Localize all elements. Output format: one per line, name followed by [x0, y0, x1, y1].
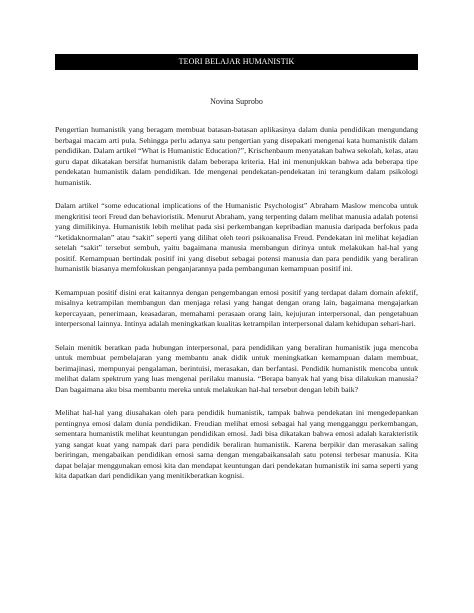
paragraph: Dalam artikel “some educational implications of the Humanistic Psychologist” Abraham Maslow mencoba untuk mengkritisi teori Freud dan behavioristik. Menurut Abraham, yang terpenting dalam melihat manusia adalah potensi yang dimilikinya. Humanistik lebih melihat pada sisi perkembangan kepribadian manusia daripada berfokus pada “ketidaknormalan” atau “sakit” seperti yang dilihat oleh teori psikoanalisa Freud. Pendekatan ini melihat kejadian setelah “sakit” tersebut sembuh, yaitu bagaimana manusia membangun dirinya untuk melakukan hal-hal yang positif. Kemampuan bertindak positif ini yang disebut sebagai potensi manusia dan para pendidik yang beraliran humanistik biasanya memfokuskan penganjarannya pada pembangunan kemampuan positif ini.	[55, 201, 418, 273]
paragraph: Pengertian humanistik yang beragam membuat batasan-batasan aplikasinya dalam dunia pendidikan mengundang berbagai macam arti pula. Sehingga perlu adanya satu pengertian yang disepakati mengenai kata humanistik dalam pendidikan. Dalam artikel “What is Humanistic Education?”, Krischenbaum menyatakan bahwa sekolah, kelas, atau guru dapat dikatakan bersifat humanistik dalam beberapa kriteria. Hal ini menunjukkan bahwa ada beberapa tipe pendekatan humanistik dalam pendidikan. Ide mengenai pendekatan-pendekatan ini terangkum dalam psikologi humanistik.	[55, 125, 418, 187]
paragraph: Selain menitik beratkan pada hubungan interpersonal, para pendidikan yang beraliran humanistik juga mencoba untuk membuat pembelajaran yang membantu anak didik untuk meningkatkan kemampuan dalam membuat, berimajinasi, mempunyai pengalaman, berintuisi, merasakan, dan berfantasi. Pendidik humanistik mencoba untuk melihat dalam spektrum yang luas mengenai perilaku manusia. “Berapa banyak hal yang bisa dilakukan manusia? Dan bagaimana aku bisa membantu mereka untuk melakukan hal-hal tersebut dengan lebih baik?	[55, 342, 418, 394]
author-name: Novina Suprobo	[210, 97, 263, 106]
paragraph: Melihat hal-hal yang diusahakan oleh para pendidik humanistik, tampak bahwa pendekatan ini mengedepankan pentingnya emosi dalam dunia pendidikan. Freudian melihat emosi sebagai hal yang mengganggu perkembangan, sementara humanistik melihat keuntungan pendidikan emosi. Jadi bisa dikatakan bahwa emosi adalah karakteristik yang sangat kuat yang nampak dari para pendidik beraliran humanistik. Karena berpikir dan merasakan saling beriringan, mengabaikan pendidikan emosi sama dengan mengabaikansalah satu potensi terbesar manusia. Kita dapat belajar menggunakan emosi kita dan mendapat keuntungan dari pendekatan humanistik ini sama seperti yang kita dapatkan dari pendidikan yang menitikberatkan kognisi.	[55, 408, 418, 480]
document-title: TEORI BELAJAR HUMANISTIK	[55, 54, 418, 70]
document-body	[55, 125, 418, 495]
paragraph: Kemampuan positif disini erat kaitannya dengan pengembangan emosi positif yang terdapat dalam domain afektif, misalnya ketrampilan membangun dan menjaga relasi yang hangat dengan orang lain, bagaimana mengajarkan kepercayaan, penerimaan, keasadaran, memahami perasaan orang lain, kejujuran interpersonal, dan pengetahuan interpersonal lainnya. Intinya adalah meningkatkan kualitas ketrampilan interpersonal dalam kehidupan sehari-hari.	[55, 287, 418, 328]
